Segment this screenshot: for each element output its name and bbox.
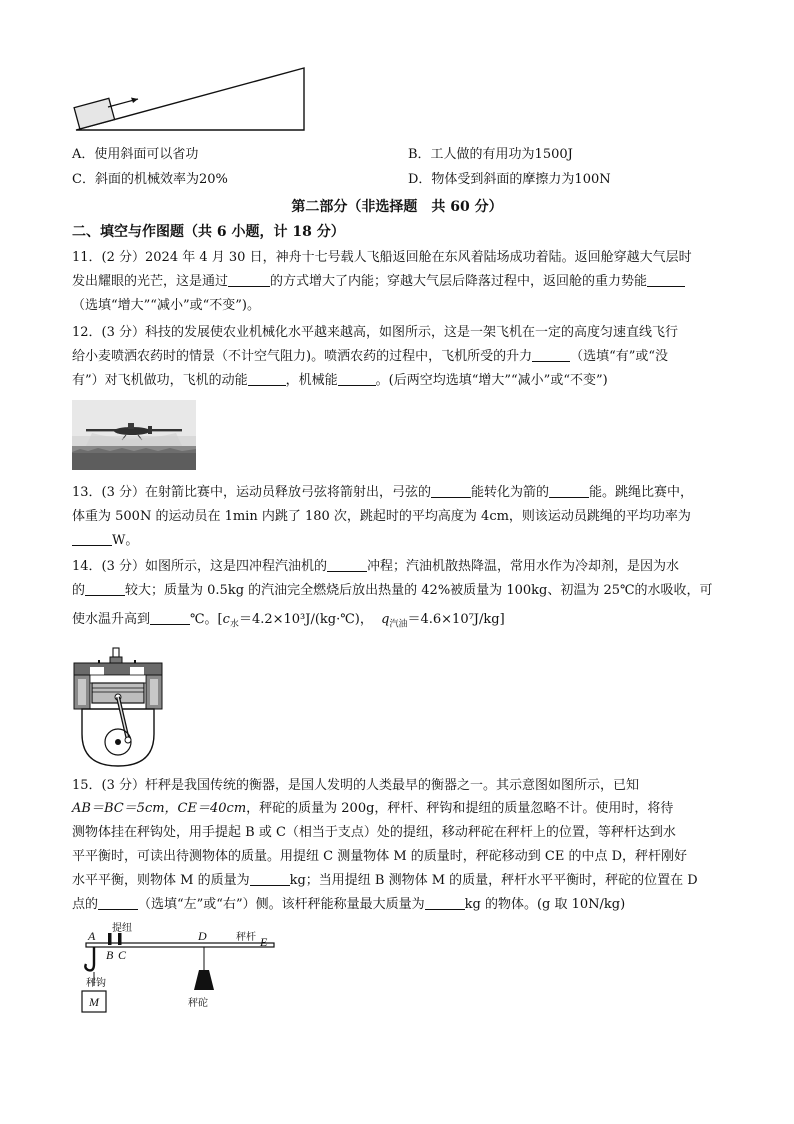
steelyard-rod (86, 943, 274, 947)
q10-option-d: D．物体受到斜面的摩擦力为100N (408, 172, 611, 187)
q12-blank-2[interactable] (248, 371, 286, 386)
q15-line-4: 平平衡时，可读出待测物体的质量。用提纽 C 测量物体 M 的质量时，秤砣移动到 CE 的中点 D，秤杆刚好 (72, 849, 688, 864)
q12-blank-1[interactable] (532, 347, 570, 362)
weight-label: 秤砣 (188, 998, 208, 1009)
engine-cylinder-figure (72, 648, 164, 768)
q13-blank-3[interactable] (72, 531, 112, 546)
part-two-title: 第二部分（非选择题 共 60 分） (291, 199, 503, 215)
q15-blank-2[interactable] (98, 895, 138, 910)
section-two-title: 二、填空与作图题（共 6 小题，计 18 分） (72, 224, 345, 240)
q15-line-2: AB＝BC＝5cm，CE＝40cm，秤砣的质量为 200g，秤杆、秤钩和提纽的质量忽略不计。使用时，将待 (72, 801, 674, 816)
q12-line-3: 有”）对飞机做功，飞机的动能 ，机械能 。(后两空均选填“增大”“减小”或“不变”) (72, 373, 608, 388)
q11-blank-2[interactable] (647, 272, 685, 287)
label-c: C (118, 948, 127, 962)
hook-label: 秤钩 (86, 978, 106, 989)
q14-blank-3[interactable] (150, 610, 190, 625)
q13-line-3: W。 (72, 531, 138, 551)
q13-blank-2[interactable] (549, 483, 589, 498)
q15-line-5: 水平平衡，则物体 M 的质量为 kg；当用提纽 B 测物体 M 的质量，秤杆水平平衡时，秤砣的位置在 D (72, 873, 698, 888)
steelyard-figure (72, 920, 284, 1018)
q10-option-c: C．斜面的机械效率为20% (72, 172, 228, 187)
incline-block (74, 98, 115, 129)
hook-icon (85, 947, 94, 970)
label-e: E (260, 935, 268, 949)
q11-line-2: 发出耀眼的光芒，这是通过 的方式增大了内能；穿越大气层后降落过程中，返回舱的重力势能 (72, 272, 685, 292)
knob-b (108, 933, 112, 945)
q14-line-2: 的 较大；质量为 0.5kg 的汽油完全燃烧后放出热量的 42%被质量为 100kg、初温为 25℃的水吸收，可 (72, 583, 713, 598)
q15-line-6: 点的 （选填“左”或“右”）侧。该杆秤能称量最大质量为 kg 的物体。(g 取 10N/kg) (72, 897, 626, 912)
q11-line-1: 11．(2 分）2024 年 4 月 30 日，神舟十七号载人飞船返回舱在东风着陆场成功着陆。返回舱穿越大气层时 (72, 250, 692, 265)
q10-option-a: A．使用斜面可以省功 (72, 147, 199, 162)
label-a: A (88, 929, 96, 943)
knob-label: 提纽 (112, 923, 132, 934)
q11-line-3: （选填“增大”“减小”或“不变”)。 (72, 298, 260, 313)
rod-label: 秤杆 (236, 932, 256, 943)
label-b: B (106, 948, 114, 962)
q12-line-2: 给小麦喷洒农药时的情景（不计空气阻力)。喷洒农药的过程中，飞机所受的升力 （选填“有”或“没 (72, 349, 669, 364)
q14-blank-1[interactable] (327, 557, 367, 572)
q10-option-b: B．工人做的有用功为1500J (408, 147, 573, 162)
incline-figure (72, 62, 312, 134)
q14-line-1: 14．(3 分）如图所示，这是四冲程汽油机的 冲程；汽油机散热降温，常用水作为冷却剂，是因为水 (72, 559, 680, 574)
q11-blank-1[interactable] (228, 272, 270, 287)
pull-arrow-head (131, 98, 138, 104)
q12-blank-3[interactable] (338, 371, 376, 386)
weight-icon (194, 970, 214, 990)
q15-blank-1[interactable] (250, 871, 290, 886)
q13-line-1: 13．(3 分）在射箭比赛中，运动员释放弓弦将箭射出，弓弦的 能转化为箭的 能。跳绳比赛中， (72, 485, 694, 500)
q14-blank-2[interactable] (85, 581, 125, 596)
q14-line-3: 使水温升高到 ℃。[$c_水=4.2\times 10^3J/(kg\cdot℃)$， $q_{汽油}=4.6\times 10^7J/kg$] (72, 612, 505, 630)
q13-blank-1[interactable] (431, 483, 471, 498)
object-m-label: M (89, 995, 99, 1009)
label-d: D (198, 929, 207, 943)
q12-line-1: 12．(3 分）科技的发展使农业机械化水平越来越高，如图所示，这是一架飞机在一定的高度匀速直线飞行 (72, 325, 679, 340)
knob-c (118, 933, 122, 945)
q15-blank-3[interactable] (425, 895, 465, 910)
q15-line-1: 15．(3 分）杆秤是我国传统的衡器，是国人发明的人类最早的衡器之一。其示意图如图所示，已知 (72, 778, 640, 793)
q15-line-3: 测物体挂在秤钩处，用手提起 B 或 C（相当于支点）处的提纽，移动秤砣在秤杆上的位置，等秤杆达到水 (72, 825, 676, 840)
q13-line-2: 体重为 500N 的运动员在 1min 内跳了 180 次，跳起时的平均高度为 4cm，则该运动员跳绳的平均功率为 (72, 509, 691, 524)
crop-duster-photo (72, 400, 196, 470)
